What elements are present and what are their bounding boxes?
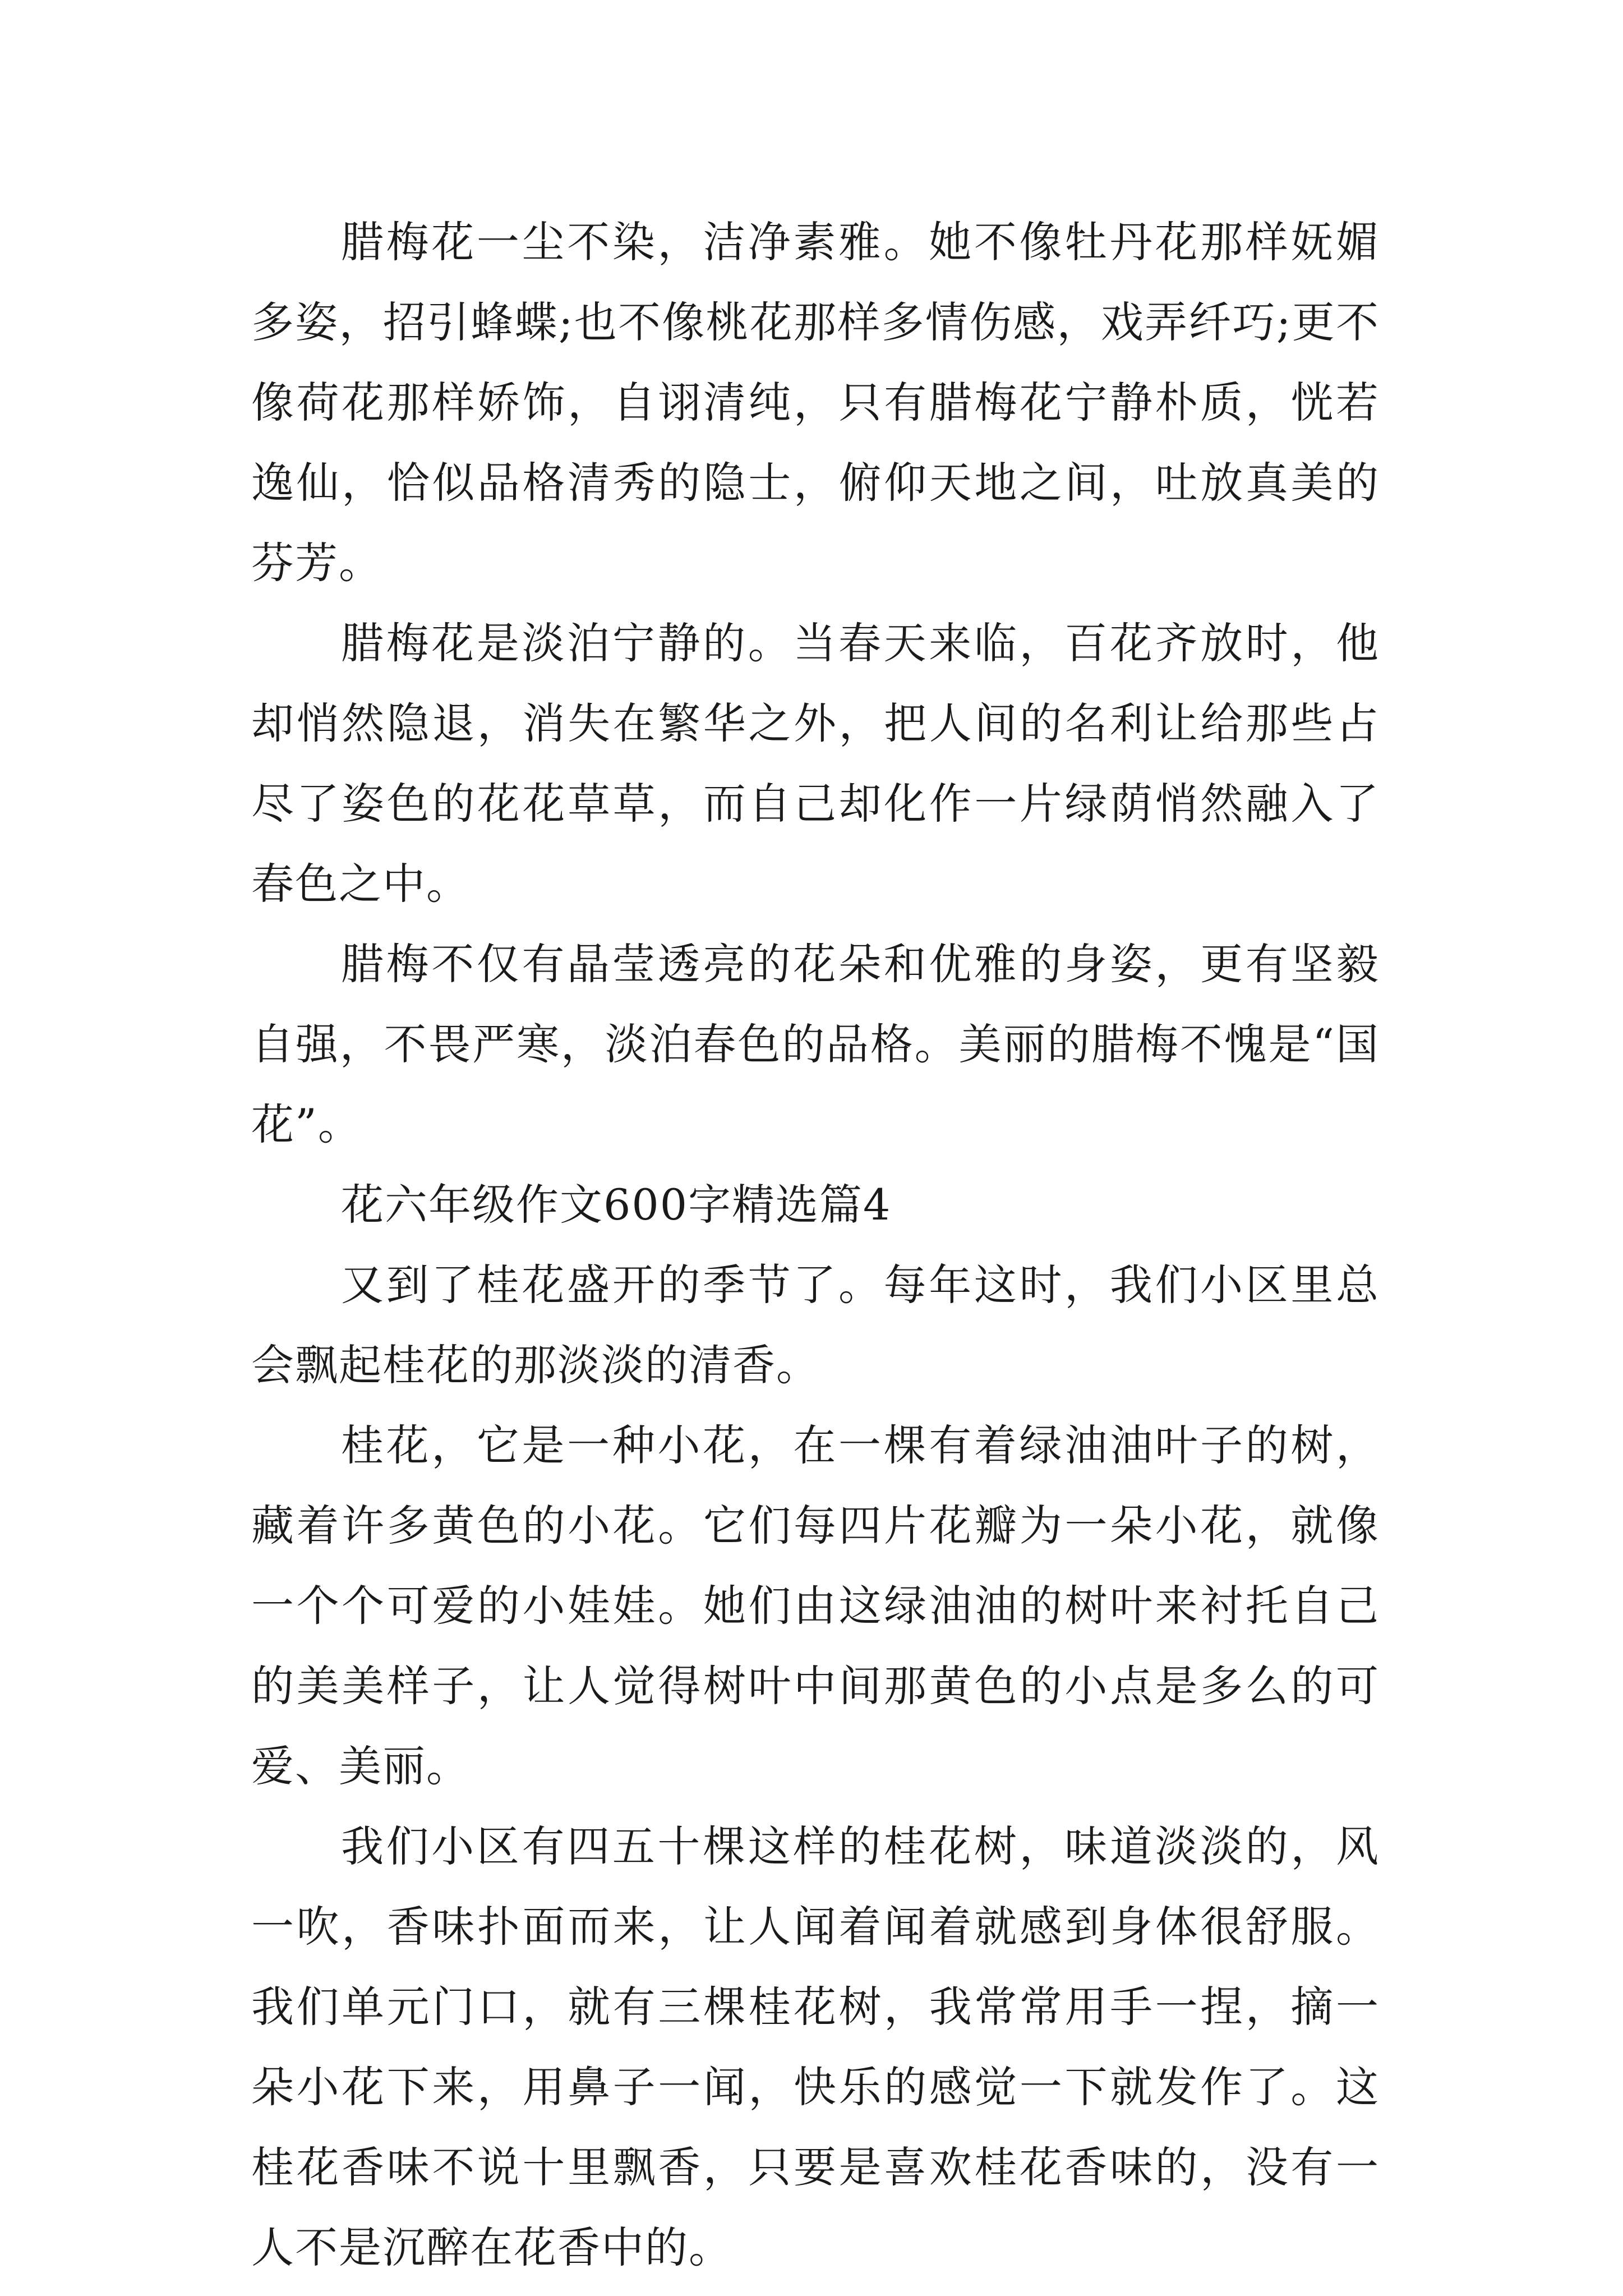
paragraph: 腊梅花是淡泊宁静的。当春天来临，百花齐放时，他却悄然隐退，消失在繁华之外，把人间的名利让给那些占尽了姿色的花花草草，而自己却化作一片绿荫悄然融入了春色之中。 — [251, 618, 1380, 909]
paragraph: 桂花，它是一种小花，在一棵有着绿油油叶子的树，藏着许多黄色的小花。它们每四片花瓣为一朵小花，就像一个个可爱的小娃娃。她们由这绿油油的树叶来衬托自己的美美样子，让人觉得树叶中间那黄色的小点是多么的可爱、美丽。 — [251, 1420, 1380, 1791]
section-heading: 花六年级作文600字精选篇4 — [341, 1180, 892, 1230]
paragraph: 又到了桂花盛开的季节了。每年这时，我们小区里总会飘起桂花的那淡淡的清香。 — [251, 1260, 1380, 1390]
paragraph: 腊梅不仅有晶莹透亮的花朵和优雅的身姿，更有坚毅自强，不畏严寒，淡泊春色的品格。美丽的腊梅不愧是“国花”。 — [251, 939, 1380, 1149]
paragraph: 腊梅花一尘不染，洁净素雅。她不像牡丹花那样妩媚多姿，招引蜂蝶;也不像桃花那样多情伤感，戏弄纤巧;更不像荷花那样娇饰，自诩清纯，只有腊梅花宁静朴质，恍若逸仙，恰似品格清秀的隐士，俯仰天地之间，吐放真美的芬芳。 — [251, 217, 1380, 588]
document-body — [251, 202, 1380, 2288]
paragraph: 我们小区有四五十棵这样的桂花树，味道淡淡的，风一吹，香味扑面而来，让人闻着闻着就感到身体很舒服。我们单元门口，就有三棵桂花树，我常常用手一捏，摘一朵小花下来，用鼻子一闻，快乐的感觉一下就发作了。这桂花香味不说十里飘香，只要是喜欢桂花香味的，没有一人不是沉醉在花香中的。 — [251, 1821, 1380, 2272]
